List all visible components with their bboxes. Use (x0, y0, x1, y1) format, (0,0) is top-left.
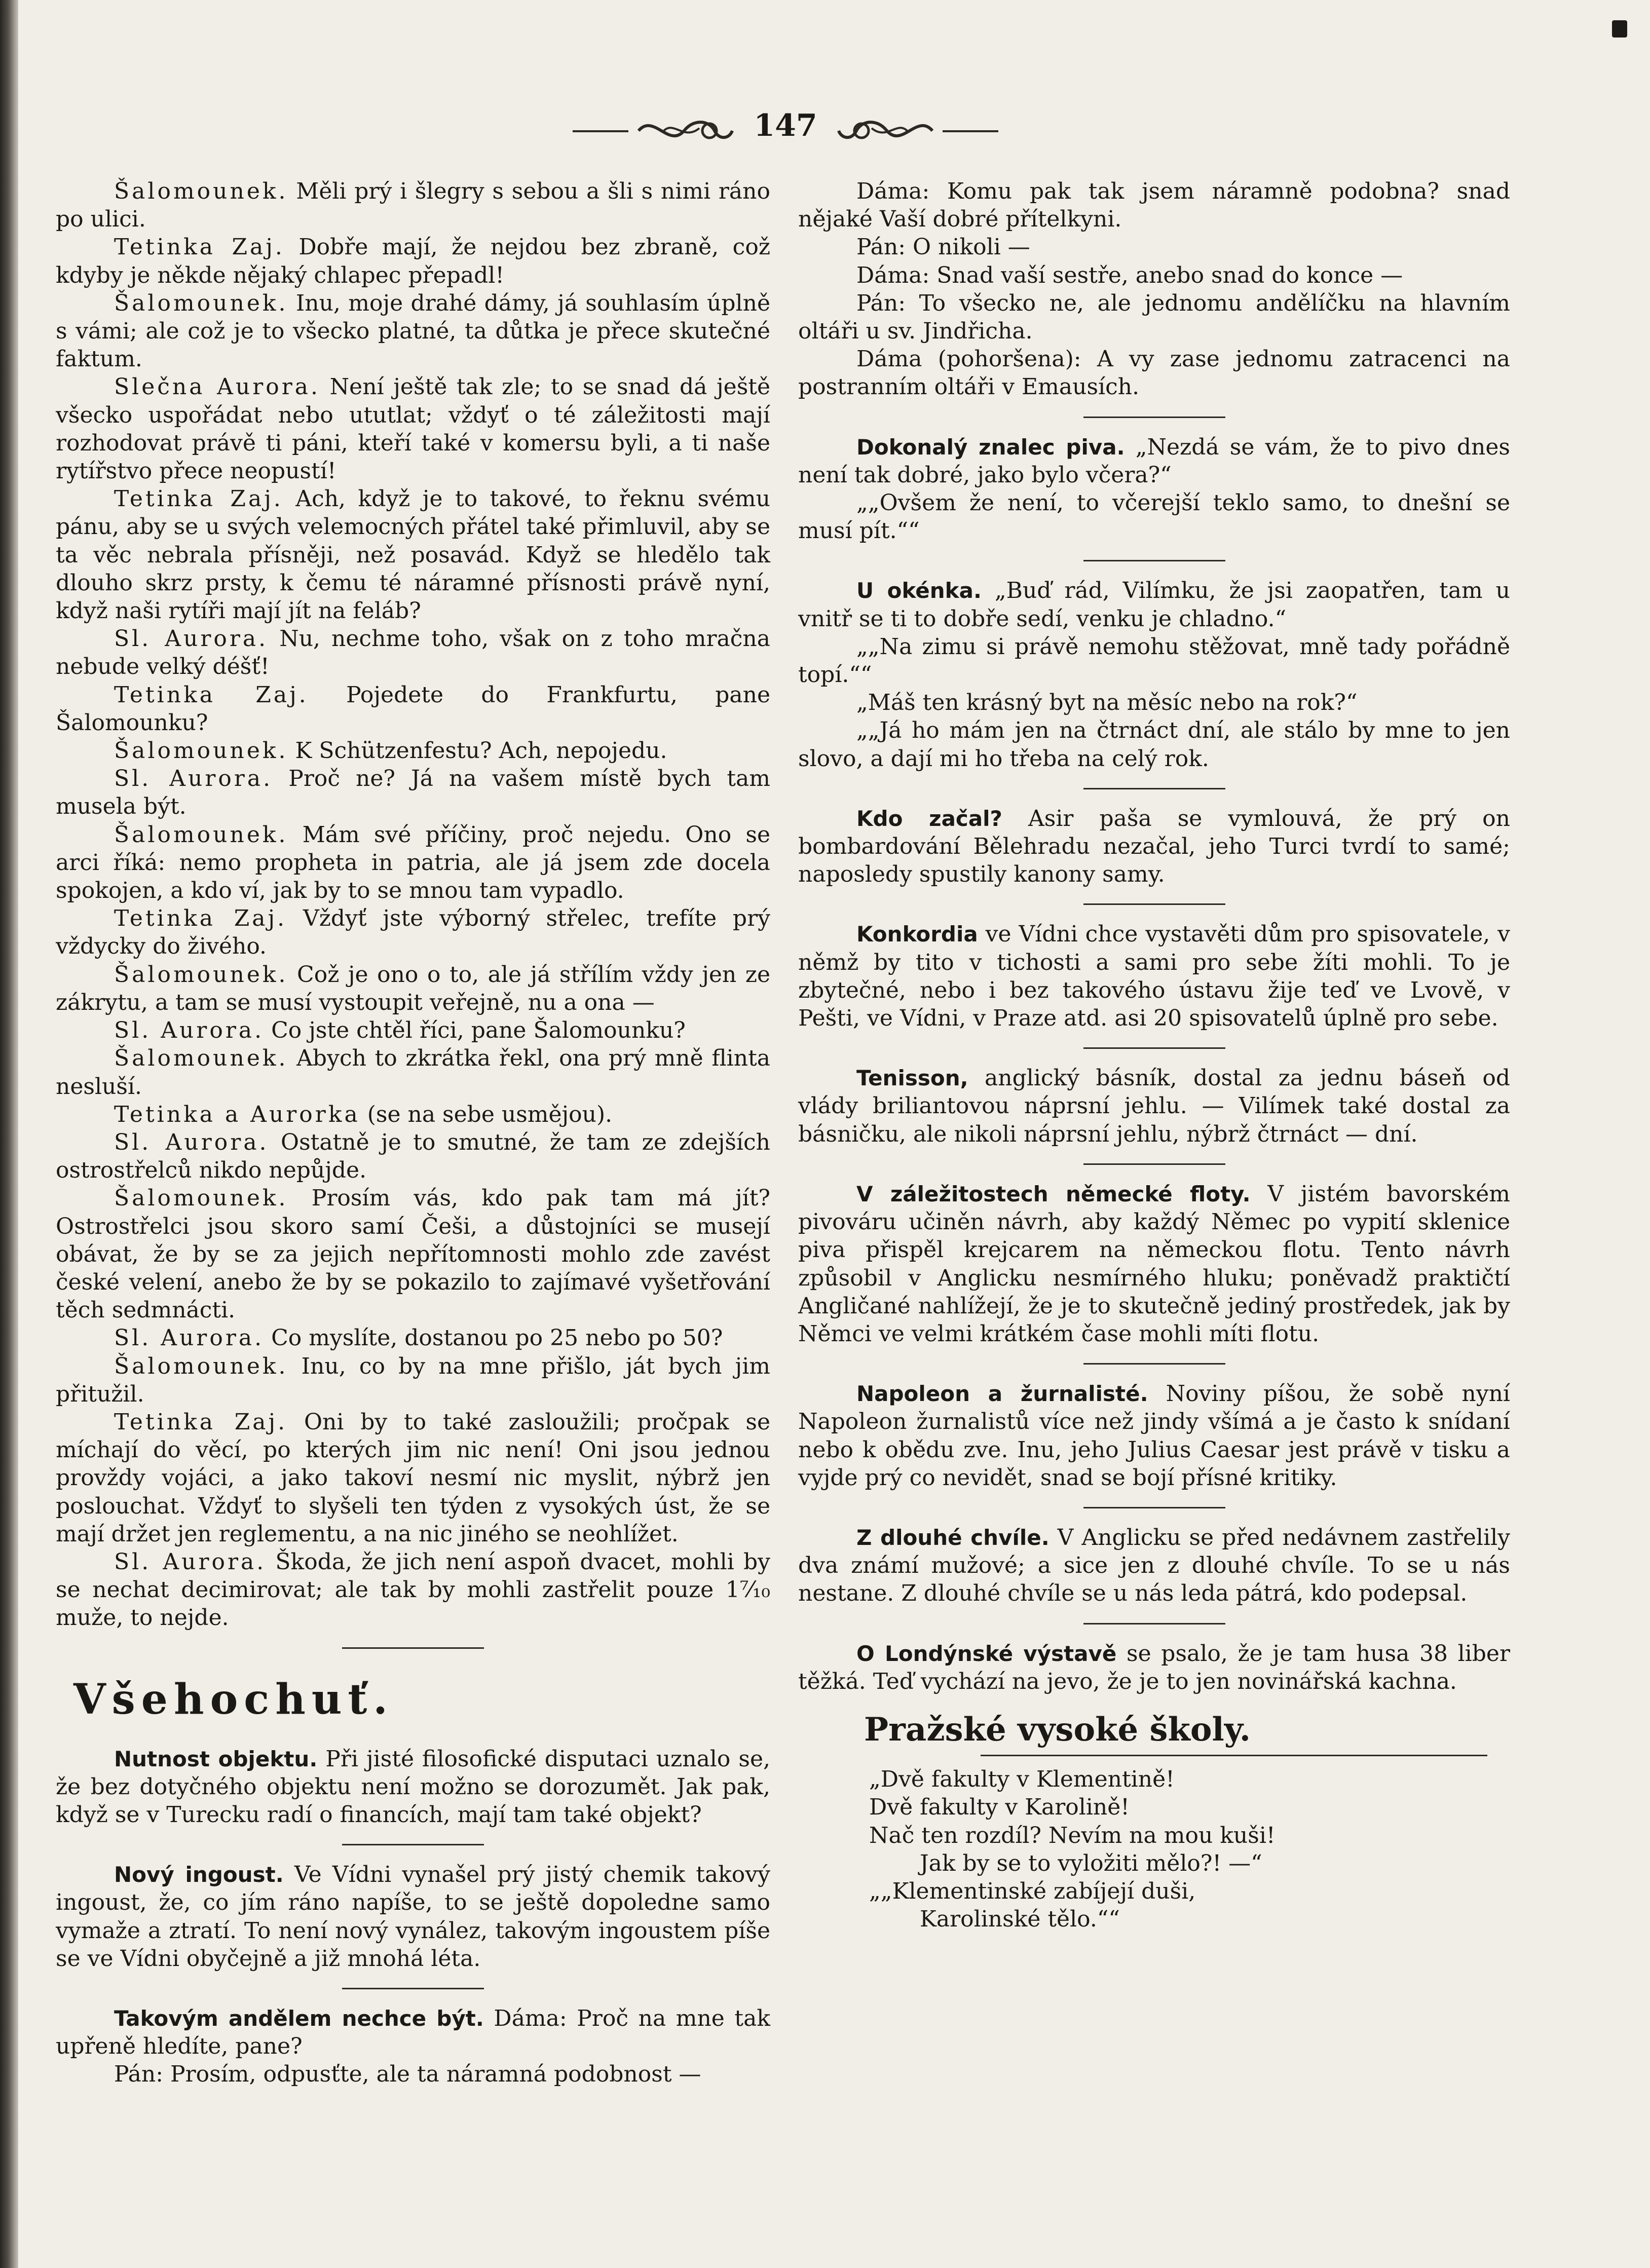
dialog-line: Šalomounek. K Schützenfestu? Ach, nepojedu. (114, 738, 667, 764)
dialog-line: Šalomounek. Což je ono o to, ale já střílím vždy jen ze zákrytu, a tam se musí vystoupit veřejně, nu a ona — (56, 961, 770, 1015)
dialog-line: Sl. Aurora. Ostatně je to smutné, že tam ze zdejších ostrostřelců nikdo nepůjde. (56, 1129, 771, 1184)
flourish-right-icon (836, 108, 938, 154)
separator-rule (342, 1844, 484, 1845)
dialog-line: Tetinka Zaj. Ach, když je to takové, to řeknu svému pánu, aby se u svých velemocných přátel také přimluvil, aby se ta věc nebrala přísněji, než posavád. Když se hledělo tak dlouho skrz prsty, k čemu té náramné přísnosti právě nyní, když naši rytíři mají jít na feláb? (56, 486, 770, 624)
poem-line: Nač ten rozdíl? Nevím na mou kuši! (869, 1822, 1276, 1848)
poem-rule (981, 1755, 1487, 1756)
anecdote: Konkordia ve Vídni chce vystavěti dům pro spisovatele, v němž by tito v tichosti a sami pro sebe žíti mohli. To je zbytečné, nebo i bez takového ústavu žije teď ve Lvově, v Pešti, ve Vídni, v Praze atd. asi 20 spisovatelů úplně pro sebe. (798, 921, 1510, 1032)
dialog-line: Pán: O nikoli — (856, 234, 1030, 260)
anecdote: V záležitostech německé floty. V jistém bavorském pivováru učiněn návrh, aby každý Němec po vypití sklenice piva přispěl krejcarem na německou flotu. Tento návrh způsobil v Anglicku nesmírného hluku; poněvadž praktičtí Angličané nahlížejí, že je to skutečně jediný prostředek, jak by Němci ve velmi krátkém čase mohli míti flotu. (798, 1181, 1510, 1347)
corner-mark (1612, 20, 1627, 37)
page-number: 147 (754, 108, 817, 143)
dialog-line: Dáma (pohoršena): A vy zase jednomu zatracenci na postranním oltáři v Emausích. (798, 346, 1510, 400)
anecdote: Kdo začal? Asir paša se vymlouvá, že prý on bombardování Bělehradu nezačal, jeho Turci tvrdí to samé; naposledy spustily kanony samy. (798, 805, 1511, 888)
dialog-line: Slečna Aurora. Není ještě tak zle; to se snad dá ještě všecko uspořádat nebo ututlat; vždyť o té záležitosti mají rozhodovat právě ti páni, kteří také v komersu byli, a ti naše rytířstvo přece neopustí! (56, 374, 770, 484)
header-rule-left (573, 130, 628, 132)
anecdote-continued: Pán: Prosím, odpusťte, ale ta náramná podobnost — (114, 2061, 701, 2088)
separator-rule (1083, 560, 1225, 561)
dialog-line: Sl. Aurora. Škoda, že jich není aspoň dvacet, mohli by se nechat decimirovat; ale tak by mohli zastřelit pouze 1⁷⁄₁₀ muže, to nejde. (56, 1548, 771, 1631)
dialog-line: Šalomounek. Prosím vás, kdo pak tam má jít? Ostrostřelci jsou skoro samí Češi, a důstojníci se musejí obávat, že by se za jejich nepřítomnosti mohlo zde zavést české velení, anebo že by se pokazilo to zajímavé vyšetřování těch sedmnácti. (56, 1185, 770, 1324)
header-rule-right (943, 130, 998, 132)
separator-rule (1083, 903, 1225, 905)
poem-title: Pražské vysoké školy. (864, 1710, 1251, 1749)
anecdote: O Londýnské výstavě se psalo, že je tam husa 38 liber těžká. Teď vychází na jevo, že je to jen novinářská kachna. (798, 1640, 1510, 1694)
dialog-line: Šalomounek. Inu, moje drahé dámy, já souhlasím úplně s vámi; ale což je to všecko platné, ta důtka je přece skutečné faktum. (56, 290, 770, 372)
anecdote-reply: „Máš ten krásný byt na měsíc nebo na rok?“ (856, 690, 1358, 716)
dialog-line: Tetinka Zaj. Dobře mají, že nejdou bez zbraně, což kdyby je někde nějaký chlapec přepadl! (56, 234, 770, 288)
dialog-line: Sl. Aurora. Nu, nechme toho, však on z toho mračna nebude velký déšť! (56, 626, 770, 680)
anecdote: Dokonalý znalec piva. „Nezdá se vám, že to pivo dnes není tak dobré, jako bylo včera?“ (798, 434, 1510, 488)
anecdote: Nutnost objektu. Při jisté filosofické disputaci uznalo se, že bez dotyčného objektu není možno se dorozumět. Jak pak, když se v Turecku radí o financích, mají tam také objekt? (56, 1746, 770, 1828)
poem-line: Jak by se to vyložiti mělo?! —“ (920, 1850, 1262, 1876)
separator-rule (342, 1647, 484, 1649)
separator-rule (1083, 417, 1225, 418)
separator-rule (1083, 1047, 1225, 1049)
left-column (56, 177, 770, 2089)
dialog-line: Šalomounek. Inu, co by na mne přišlo, ját bych jim přitužil. (56, 1353, 770, 1407)
anecdote-reply: „„Já ho mám jen na čtrnáct dní, ale stálo by mne to jen slovo, a dají mi ho třeba na celý rok. (798, 717, 1510, 772)
anecdote: Napoleon a žurnalisté. Noviny píšou, že sobě nyní Napoleon žurnalistů více než jindy všímá a je často k snídaní nebo k obědu zve. Inu, jeho Julius Caesar jest právě v tisku a vyjde prý co nevidět, snad se bojí přísné kritiky. (798, 1381, 1511, 1491)
anecdote: Takovým andělem nechce být. Dáma: Proč na mne tak upřeně hledíte, pane? (56, 2005, 770, 2060)
dialog-line: Šalomounek. Měli prý i šlegry s sebou a šli s nimi ráno po ulici. (56, 178, 770, 233)
anecdote-reply: „„Ovšem že není, to včerejší teklo samo, to dnešní se musí pít.““ (798, 490, 1510, 544)
separator-rule (1083, 1623, 1225, 1624)
dialog-line: Sl. Aurora. Co myslíte, dostanou po 25 nebo po 50? (114, 1325, 723, 1351)
section-title: Všehochuť. (73, 1675, 394, 1724)
poem-line: „„Klementinské zabíjejí duši, (869, 1878, 1196, 1904)
poem (798, 1765, 1510, 1933)
dialog-line: Sl. Aurora. Co jste chtěl říci, pane Šalomounku? (114, 1017, 686, 1044)
page-header (573, 104, 998, 160)
dialog-line: Šalomounek. Abych to zkrátka řekl, ona prý mně flinta nesluší. (56, 1045, 770, 1100)
separator-rule (1083, 1363, 1225, 1365)
dialog-line: Šalomounek. Mám své příčiny, proč nejedu. Ono se arci říká: nemo propheta in patria, ale já jsem zde docela spokojen, a kdo ví, jak by to se mnou tam vypadlo. (56, 821, 770, 904)
dialog-line: Tetinka Zaj. Oni by to také zasloužili; pročpak se míchají do věcí, po kterých jim nic není! Oni jsou jednou provždy vojáci, a jako takoví nesmí nic myslit, nýbrž jen poslouchat. Vždyť to slyšeli ten týden z vysokých úst, že se mají držet jen reglementu, a na nic jiného se neohlížet. (56, 1409, 770, 1547)
separator-rule (342, 1988, 484, 1989)
anecdote: Z dlouhé chvíle. V Anglicku se před nedávnem zastřelily dva známí mužové; a sice jen z dlouhé chvíle. To se u nás nestane. Z dlouhé chvíle se u nás leda pátrá, kdo podepsal. (798, 1524, 1510, 1607)
poem-line: „Dvě fakulty v Klementině! (869, 1766, 1175, 1793)
anecdote: Nový ingoust. Ve Vídni vynašel prý jistý chemik takový ingoust, že, co jím ráno napíše, to se ještě dopoledne samo vymaže a ztratí. To není nový vynález, takovým ingoustem píše se ve Vídni obyčejně a již mnohá léta. (56, 1862, 770, 1972)
separator-rule (1083, 788, 1225, 789)
dialog-line: Tetinka Zaj. Vždyť jste výborný střelec, trefíte prý vždycky do živého. (56, 905, 770, 960)
right-column (798, 177, 1510, 1933)
dialog-line: Sl. Aurora. Proč ne? Já na vašem místě bych tam musela být. (56, 766, 770, 820)
dialog-line: Pán: To všecko ne, ale jednomu andělíčku na hlavním oltáři u sv. Jindřicha. (798, 290, 1510, 345)
flourish-left-icon (633, 108, 735, 154)
separator-rule (1083, 1507, 1225, 1508)
anecdote: Tenisson, anglický básník, dostal za jednu báseň od vlády briliantovou náprsní jehlu. — Vilímek také dostal za básničku, ale nikoli náprsní jehlu, nýbrž čtrnáct — dní. (798, 1065, 1510, 1147)
dialog-line: Dáma: Snad vaší sestře, anebo snad do konce — (856, 262, 1403, 288)
dialog-line: Dáma: Komu pak tak jsem náramně podobna? snad nějaké Vaší dobré přítelkyni. (798, 178, 1510, 233)
separator-rule (1083, 1163, 1225, 1165)
book-spine-shadow (0, 0, 18, 2268)
anecdote-reply: „„Na zimu si právě nemohu stěžovat, mně tady pořádně topí.““ (798, 633, 1510, 688)
anecdote: U okénka. „Buď rád, Vilímku, že jsi zaopatřen, tam u vnitř se ti to dobře sedí, venku je chladno.“ (798, 578, 1510, 632)
poem-line: Karolinské tělo.““ (920, 1906, 1120, 1933)
dialog-line: Tetinka a Aurorka (se na sebe usmějou). (114, 1101, 613, 1127)
dialog-line: Tetinka Zaj. Pojedete do Frankfurtu, pane Šalomounku? (56, 682, 770, 736)
poem-line: Dvě fakulty v Karolině! (869, 1794, 1130, 1821)
